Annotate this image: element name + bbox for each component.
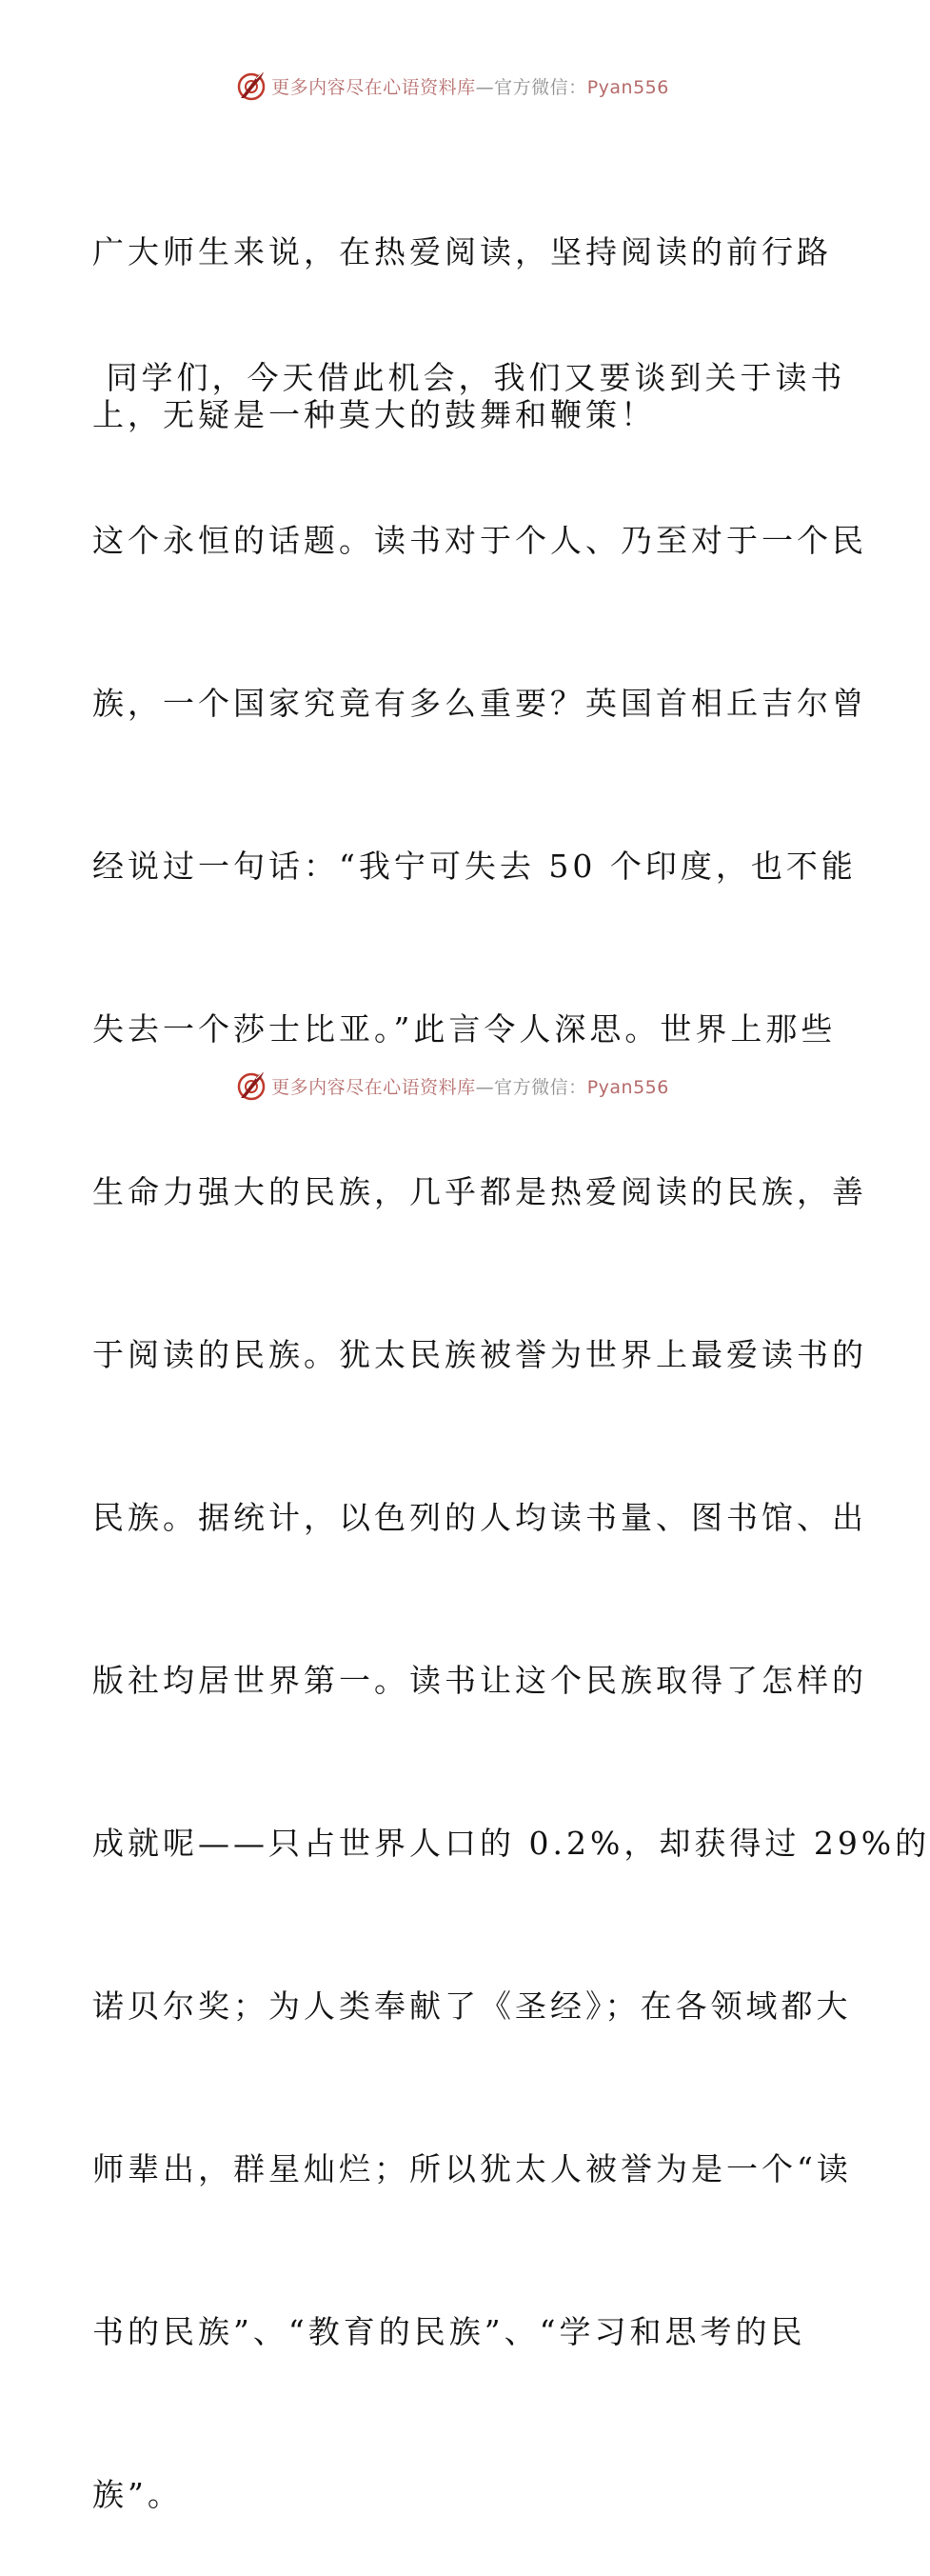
text-line: 族，一个国家究竟有多么重要？英国首相丘吉尔曾 bbox=[92, 685, 867, 722]
text-line: 诺贝尔奖；为人类奉献了《圣经》；在各领域都大 bbox=[92, 1987, 852, 2025]
watermark-wechat-id: Pyan556 bbox=[586, 1076, 669, 1098]
watermark-brand: 更多内容尽在心语资料库 bbox=[271, 1076, 476, 1098]
text-line: 版社均居世界第一。读书让这个民族取得了怎样的 bbox=[92, 1662, 867, 1699]
text-line: 失去一个莎士比亚。”此言令人深思。世界上那些 bbox=[92, 1010, 837, 1048]
text-line: 成就呢——只占世界人口的 0.2%，却获得过 29%的 bbox=[92, 1825, 930, 1862]
text-line: 书的民族”、“教育的民族”、“学习和思考的民 bbox=[92, 2313, 806, 2350]
text-line: 民族。据统计，以色列的人均读书量、图书馆、出 bbox=[92, 1499, 867, 1536]
watermark-text bbox=[271, 1073, 669, 1099]
text-line: 经说过一句话：“我宁可失去 50 个印度，也不能 bbox=[92, 848, 857, 885]
text-line: 于阅读的民族。犹太民族被誉为世界上最爱读书的 bbox=[92, 1336, 867, 1373]
text-line: 广大师生来说，在热爱阅读，坚持阅读的前行路 bbox=[92, 233, 832, 270]
watermark-separator: — bbox=[475, 1076, 495, 1098]
text-line: 生命力强大的民族，几乎都是热爱阅读的民族，善 bbox=[92, 1173, 867, 1210]
watermark-wechat-id: Pyan556 bbox=[586, 76, 669, 98]
text-line: 这个永恒的话题。读书对于个人、乃至对于一个民 bbox=[92, 522, 867, 559]
watermark-wechat-label: 官方微信： bbox=[494, 76, 587, 98]
text-line: 族”。 bbox=[92, 2476, 183, 2513]
text-line: 师辈出，群星灿烂；所以犹太人被誉为是一个“读 bbox=[92, 2150, 852, 2187]
watermark-text bbox=[271, 73, 669, 99]
header-watermark bbox=[0, 67, 904, 105]
text-line: 上，无疑是一种莫大的鼓舞和鞭策！ bbox=[92, 396, 656, 433]
text-line: 同学们，今天借此机会，我们又要谈到关于读书 bbox=[92, 359, 846, 396]
quill-logo-icon bbox=[235, 70, 267, 102]
paragraph-main bbox=[92, 242, 930, 2576]
footer-watermark bbox=[0, 1067, 904, 1105]
watermark-wechat-label: 官方微信： bbox=[494, 1076, 587, 1098]
watermark-brand: 更多内容尽在心语资料库 bbox=[271, 76, 476, 98]
watermark-separator: — bbox=[475, 76, 495, 98]
quill-logo-icon bbox=[235, 1069, 267, 1102]
